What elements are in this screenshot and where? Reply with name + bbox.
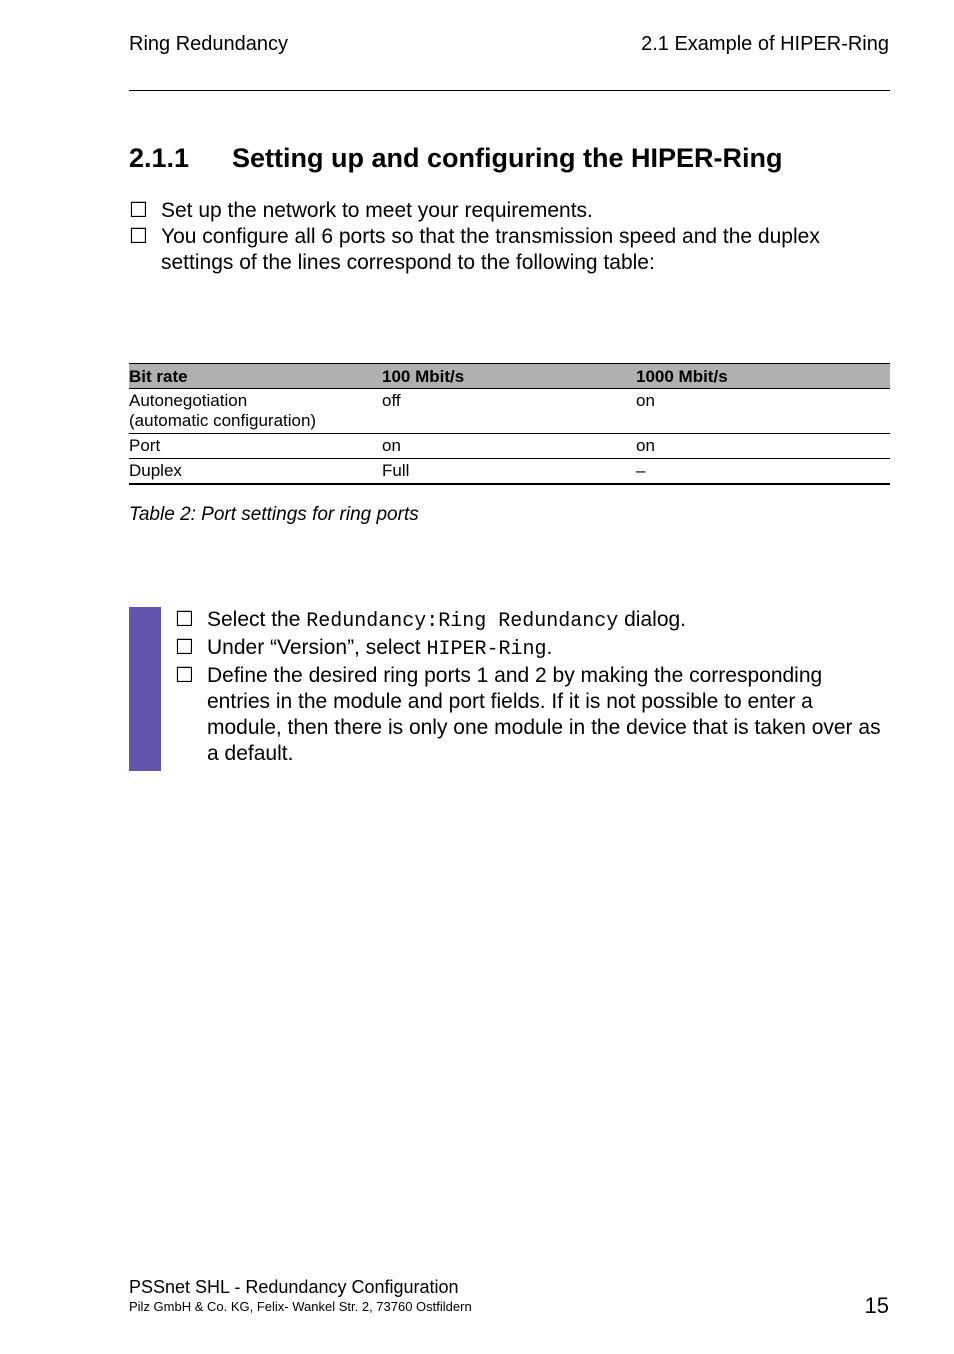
checkbox-icon: ☐ [175,664,194,687]
table-header-row [129,364,890,389]
table-cell: off [382,389,636,434]
table-cell: Autonegotiation (automatic configuration) [129,389,382,434]
checkbox-icon: ☐ [129,199,148,222]
section-number: 2.1.1 [129,143,190,173]
column-header: 1000 Mbit/s [636,364,890,389]
port-settings-table [129,363,890,485]
list-item-text: Under “Version”, select HIPER-Ring. [207,636,553,661]
table-cell: on [382,434,636,459]
procedure-steps [175,607,890,767]
table-row [129,434,890,459]
table-cell: Duplex [129,459,382,485]
table-cell: – [636,459,890,485]
running-header-chapter: Ring Redundancy [129,33,288,55]
table-cell: Port [129,434,382,459]
running-header-section: 2.1 Example of HIPER-Ring [641,33,889,55]
list-item [175,663,890,767]
table-cell: on [636,389,890,434]
checkbox-icon: ☐ [175,636,194,659]
list-item-text: Define the desired ring ports 1 and 2 by making the corresponding entries in the module and port fields. If it is not possible to enter a module, then there is only one module in the device that is taken over as a default. [207,664,881,765]
header-divider [129,90,890,91]
footer-document-title: PSSnet SHL - Redundancy Configuration [129,1277,459,1297]
option-name: HIPER-Ring [426,638,547,661]
column-header: 100 Mbit/s [382,364,636,389]
table-row [129,459,890,485]
table-row [129,389,890,434]
list-item-text: You configure all 6 ports so that the transmission speed and the duplex settings of the lines correspond to the following table: [161,225,820,274]
table-caption: Table 2: Port settings for ring ports [129,504,419,525]
list-item-text: Set up the network to meet your requirements. [161,199,593,222]
table-cell: Full [382,459,636,485]
checkbox-icon: ☐ [129,225,148,248]
page-number: 15 [864,1293,889,1318]
list-item [175,635,890,663]
list-item-text: Select the Redundancy:Ring Redundancy dialog. [207,608,687,633]
list-item [175,607,890,635]
section-heading [129,143,782,174]
interface-marker-bar [129,607,161,771]
table-cell: on [636,434,890,459]
footer-address: Pilz GmbH & Co. KG, Felix- Wankel Str. 2, 73760 Ostfildern [129,1299,472,1314]
list-item [129,198,890,224]
column-header: Bit rate [129,364,382,389]
checkbox-icon: ☐ [175,608,194,631]
instruction-list [129,198,890,276]
section-title: Setting up and configuring the HIPER-Ring [232,143,783,173]
menu-path: Redundancy:Ring Redundancy [306,610,619,633]
list-item [129,224,890,276]
